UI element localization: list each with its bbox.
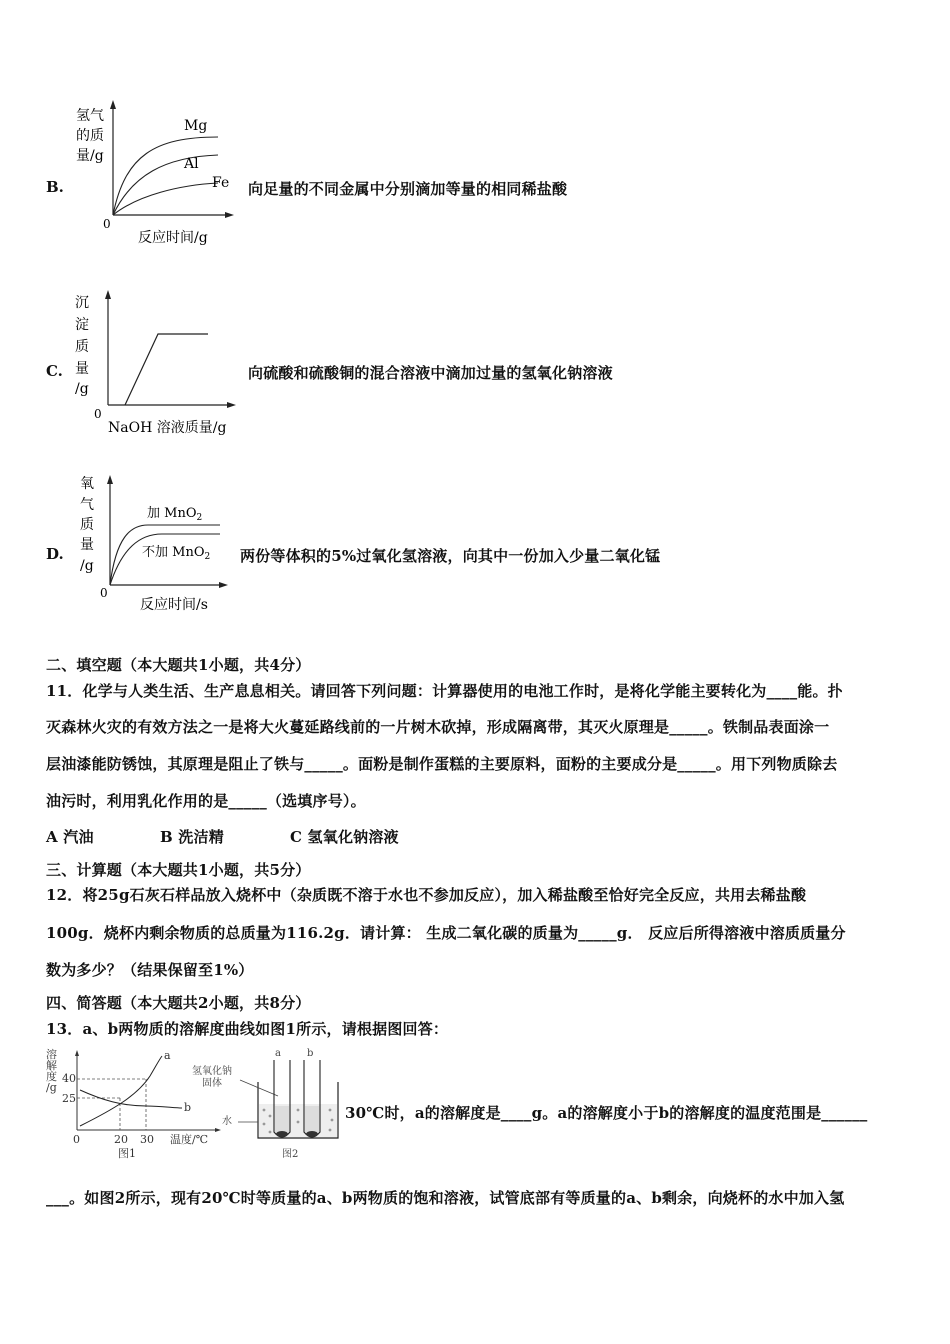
fig2-water-label: 水 [222, 1116, 232, 1127]
curve-mg [113, 137, 218, 215]
ylabel-line: /g [75, 381, 89, 397]
option-d-graph [70, 468, 235, 618]
option-d-text: 两份等体积的5%过氧化氢溶液，向其中一份加入少量二氧化锰 [240, 547, 661, 565]
solid-a [276, 1131, 288, 1137]
ylabel-line: 量 [75, 361, 89, 377]
q11-line: 灭森林火灾的有效方法之一是将大火蔓延路线前的一片树木砍掉，形成隔离带，其灭火原理是_____。铁制品表面涂一 [46, 718, 830, 736]
ylabel-line: /g [80, 558, 94, 574]
section-heading: 三、计算题（本大题共1小题，共5分） [46, 861, 311, 879]
option-d-label: D. [46, 545, 64, 563]
choice-b: B 洗洁精 [160, 828, 224, 846]
ylabel-line: 量 [80, 537, 94, 553]
q11-line: 11．化学与人类生活、生产息息相关。请回答下列问题：计算器使用的电池工作时，是将化学能主要转化为____能。扑 [46, 682, 843, 700]
curve-a [80, 1056, 162, 1126]
figure-2-beaker [190, 1046, 345, 1161]
q11-line: 层油漆能防锈蚀，其原理是阻止了铁与_____。面粉是制作蛋糕的主要原料，面粉的主要成分是_____。用下列物质除去 [46, 755, 838, 773]
q13-line: 30℃时，a的溶解度是____g。a的溶解度小于b的溶解度的温度范围是______ [345, 1104, 868, 1122]
q11-line: 油污时，利用乳化作用的是_____（选填序号）。 [46, 792, 366, 810]
option-c-text: 向硫酸和硫酸铜的混合溶液中滴加过量的氢氧化钠溶液 [248, 364, 613, 382]
fig1-ylabel: 度 [46, 1070, 57, 1083]
option-b-text: 向足量的不同金属中分别滴加等量的相同稀盐酸 [248, 180, 568, 198]
origin-label: 0 [100, 586, 108, 600]
section-heading: 四、简答题（本大题共2小题，共8分） [46, 994, 311, 1012]
q12-line: 12．将25g石灰石样品放入烧杯中（杂质既不溶于水也不参加反应），加入稀盐酸至恰好完全反应，共用去稀盐酸 [46, 886, 807, 904]
q12-line: 数为多少？（结果保留至1%） [46, 961, 254, 979]
q12-line: 100g．烧杯内剩余物质的总质量为116.2g．请计算： 生成二氧化碳的质量为_____g． 反应后所得溶液中溶质质量分 [46, 924, 846, 942]
ylabel-line: 氢气 [76, 108, 104, 124]
option-b-label: B. [46, 178, 64, 196]
ylabel-line: 淀 [75, 317, 89, 333]
ylabel-line: 质 [80, 517, 94, 533]
q13-line: 13．a、b两物质的溶解度曲线如图1所示，请根据图回答： [46, 1020, 449, 1038]
x-axis-label: NaOH 溶液质量/g [108, 420, 227, 436]
choice-a: A 汽油 [46, 828, 94, 846]
ylabel-line: 氧 [80, 476, 94, 492]
fig1-label-a: a [164, 1049, 171, 1062]
curve-label-al: Al [184, 156, 199, 172]
fig1-xlabel: 温度/℃ [170, 1133, 209, 1146]
fig2-tube-a-label: a [275, 1048, 281, 1059]
fig1-label-b: b [184, 1101, 192, 1114]
fig1-ylabel: 溶 [46, 1048, 57, 1061]
ylabel-line: 沉 [75, 295, 89, 311]
x-axis-arrow [227, 402, 236, 408]
fig2-solid-label: 氢氧化钠 [192, 1066, 232, 1077]
fig1-tick-0: 0 [73, 1133, 80, 1146]
option-c-graph [70, 285, 245, 440]
section-heading: 二、填空题（本大题共1小题，共4分） [46, 656, 311, 674]
x-axis-label: 反应时间/g [138, 230, 208, 246]
choice-c: C 氢氧化钠溶液 [290, 828, 399, 846]
fig1-tick-20: 20 [114, 1133, 128, 1146]
fig1-tick-30: 30 [140, 1133, 154, 1146]
fig2-caption: 图2 [282, 1149, 299, 1160]
fig2-tube-b-label: b [307, 1048, 314, 1059]
curve-al [113, 155, 218, 215]
y-axis-arrow [110, 100, 116, 109]
ylabel-line: 气 [80, 497, 94, 513]
precipitate-line [125, 334, 208, 405]
curve-fe [113, 183, 218, 215]
fig1-caption: 图1 [118, 1147, 136, 1160]
q13-line: ___。如图2所示，现有20℃时等质量的a、b两物质的饱和溶液，试管底部有等质量的a、b剩余，向烧杯的水中加入氢 [46, 1189, 845, 1207]
y-axis-arrow [105, 290, 111, 299]
curve-b [80, 1090, 182, 1108]
solid-b [306, 1131, 318, 1137]
x-axis-arrow [219, 582, 228, 588]
option-c-label: C. [46, 362, 63, 380]
fig1-ylabel: /g [46, 1081, 57, 1094]
fig1-tick-25: 25 [62, 1092, 76, 1105]
curve-label-with: 加 MnO$_2$ [147, 506, 203, 523]
fig1-tick-40: 40 [62, 1072, 76, 1085]
curve-label-without: 不加 MnO$_2$ [142, 545, 211, 562]
curve-label-mg: Mg [184, 118, 208, 134]
fig1-ylabel: 解 [46, 1059, 57, 1072]
ylabel-line: 的质 [76, 128, 104, 144]
origin-label: 0 [103, 217, 111, 231]
option-b-graph [70, 95, 240, 255]
x-axis-label: 反应时间/s [140, 597, 208, 613]
x-axis-arrow [225, 212, 234, 218]
fig2-solid-label: 固体 [202, 1078, 222, 1089]
ylabel-line: 量/g [76, 148, 104, 164]
y-axis-arrow [107, 475, 113, 484]
origin-label: 0 [94, 407, 102, 421]
ylabel-line: 质 [75, 339, 89, 355]
curve-label-fe: Fe [212, 175, 230, 191]
